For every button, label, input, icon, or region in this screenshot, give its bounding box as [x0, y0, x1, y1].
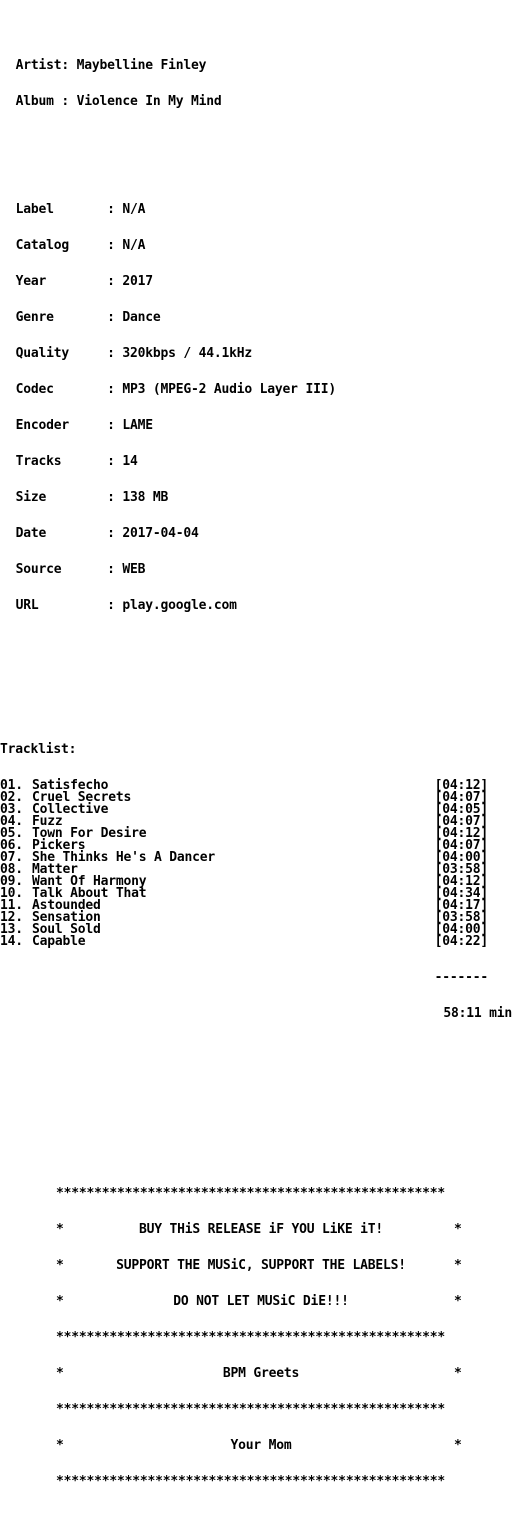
info-encoder: Encoder : LAME	[8, 418, 153, 433]
info-quality: Quality : 320kbps / 44.1kHz	[8, 346, 253, 361]
info-codec: Codec : MP3 (MPEG-2 Audio Layer III)	[8, 382, 336, 397]
info-url: URL : play.google.com	[8, 598, 237, 613]
track-duration: [04:17]	[434, 898, 488, 913]
track-duration: [04:22]	[434, 934, 488, 949]
track-number: 11.	[0, 898, 23, 913]
track-duration: [04:34]	[434, 886, 488, 901]
banner-border: ***************************************************	[56, 1186, 445, 1201]
banner-border: ***************************************************	[56, 1402, 445, 1417]
track-duration: [04:07]	[434, 790, 488, 805]
track-number: 05.	[0, 826, 23, 841]
support-banner	[56, 1164, 466, 1512]
banner-line: * Your Mom *	[56, 1438, 462, 1453]
track-number: 03.	[0, 802, 23, 817]
info-tracks: Tracks : 14	[8, 454, 138, 469]
spacer	[8, 1080, 524, 1092]
banner-music-text: DO NOT LET MUSiC DiE!!!	[173, 1294, 349, 1309]
info-source: Source : WEB	[8, 562, 146, 577]
tracklist-heading: Tracklist:	[0, 742, 77, 757]
track-duration: [04:12]	[434, 826, 488, 841]
banner-line: * BPM Greets *	[56, 1366, 462, 1381]
track-duration: [04:12]	[434, 778, 488, 793]
track-title: Satisfecho	[32, 778, 109, 793]
banner-border: ***************************************************	[56, 1330, 445, 1345]
nfo-document	[0, 36, 524, 1524]
track-number: 12.	[0, 910, 23, 925]
track-duration: [03:58]	[434, 910, 488, 925]
track-title: Matter	[32, 862, 78, 877]
info-genre: Genre : Dance	[8, 310, 161, 325]
info-label: Label : N/A	[8, 202, 146, 217]
track-number: 07.	[0, 850, 23, 865]
info-date: Date : 2017-04-04	[8, 526, 199, 541]
artist-line: Artist: Maybelline Finley	[8, 58, 207, 73]
track-number: 06.	[0, 838, 23, 853]
banner-line: * DO NOT LET MUSiC DiE!!! *	[56, 1294, 462, 1309]
track-rows	[0, 780, 524, 948]
total-row	[0, 1008, 512, 1020]
spacer	[8, 1116, 524, 1128]
track-duration: [04:00]	[434, 922, 488, 937]
track-duration: [03:58]	[434, 862, 488, 877]
track-number: 13.	[0, 922, 23, 937]
track-number: 01.	[0, 778, 23, 793]
track-number: 08.	[0, 862, 23, 877]
info-year: Year : 2017	[8, 274, 153, 289]
track-number: 14.	[0, 934, 23, 949]
track-number: 02.	[0, 790, 23, 805]
total-separator: -------	[434, 970, 488, 985]
track-duration: [04:05]	[434, 802, 488, 817]
greets-text: Your Mom	[230, 1438, 292, 1453]
track-number: 09.	[0, 874, 23, 889]
banner-buy-text: BUY THiS RELEASE iF YOU LiKE iT!	[138, 1222, 384, 1237]
track-duration: [04:00]	[434, 850, 488, 865]
info-catalog: Catalog : N/A	[8, 238, 146, 253]
release-info	[8, 180, 524, 636]
track-number: 04.	[0, 814, 23, 829]
track-row	[0, 936, 488, 948]
track-duration: [04:12]	[434, 874, 488, 889]
track-duration: [04:07]	[434, 814, 488, 829]
track-title: Fuzz	[32, 814, 63, 829]
track-title: She Thinks He's A Dancer	[32, 850, 216, 865]
track-title: Pickers	[32, 838, 86, 853]
track-title: Collective	[32, 802, 109, 817]
total-duration: 58:11 min	[443, 1006, 512, 1021]
track-title: Cruel Secrets	[32, 790, 132, 805]
banner-border: ***************************************************	[56, 1474, 445, 1489]
album-line: Album : Violence In My Mind	[8, 94, 222, 109]
track-title: Sensation	[32, 910, 101, 925]
banner-support-text: SUPPORT THE MUSiC, SUPPORT THE LABELS!	[116, 1258, 406, 1273]
tracklist	[0, 720, 524, 1044]
spacer	[8, 672, 524, 684]
track-title: Talk About That	[32, 886, 147, 901]
track-duration: [04:07]	[434, 838, 488, 853]
track-title: Want Of Harmony	[32, 874, 147, 889]
track-row	[0, 804, 488, 816]
track-title: Soul Sold	[32, 922, 101, 937]
info-size: Size : 138 MB	[8, 490, 169, 505]
track-number: 10.	[0, 886, 23, 901]
spacer	[8, 132, 524, 144]
banner-line: * SUPPORT THE MUSiC, SUPPORT THE LABELS! *	[56, 1258, 462, 1273]
track-title: Capable	[32, 934, 86, 949]
track-title: Town For Desire	[32, 826, 147, 841]
greets-title: BPM Greets	[222, 1366, 300, 1381]
track-title: Astounded	[32, 898, 101, 913]
banner-line: * BUY THiS RELEASE iF YOU LiKE iT! *	[56, 1222, 462, 1237]
